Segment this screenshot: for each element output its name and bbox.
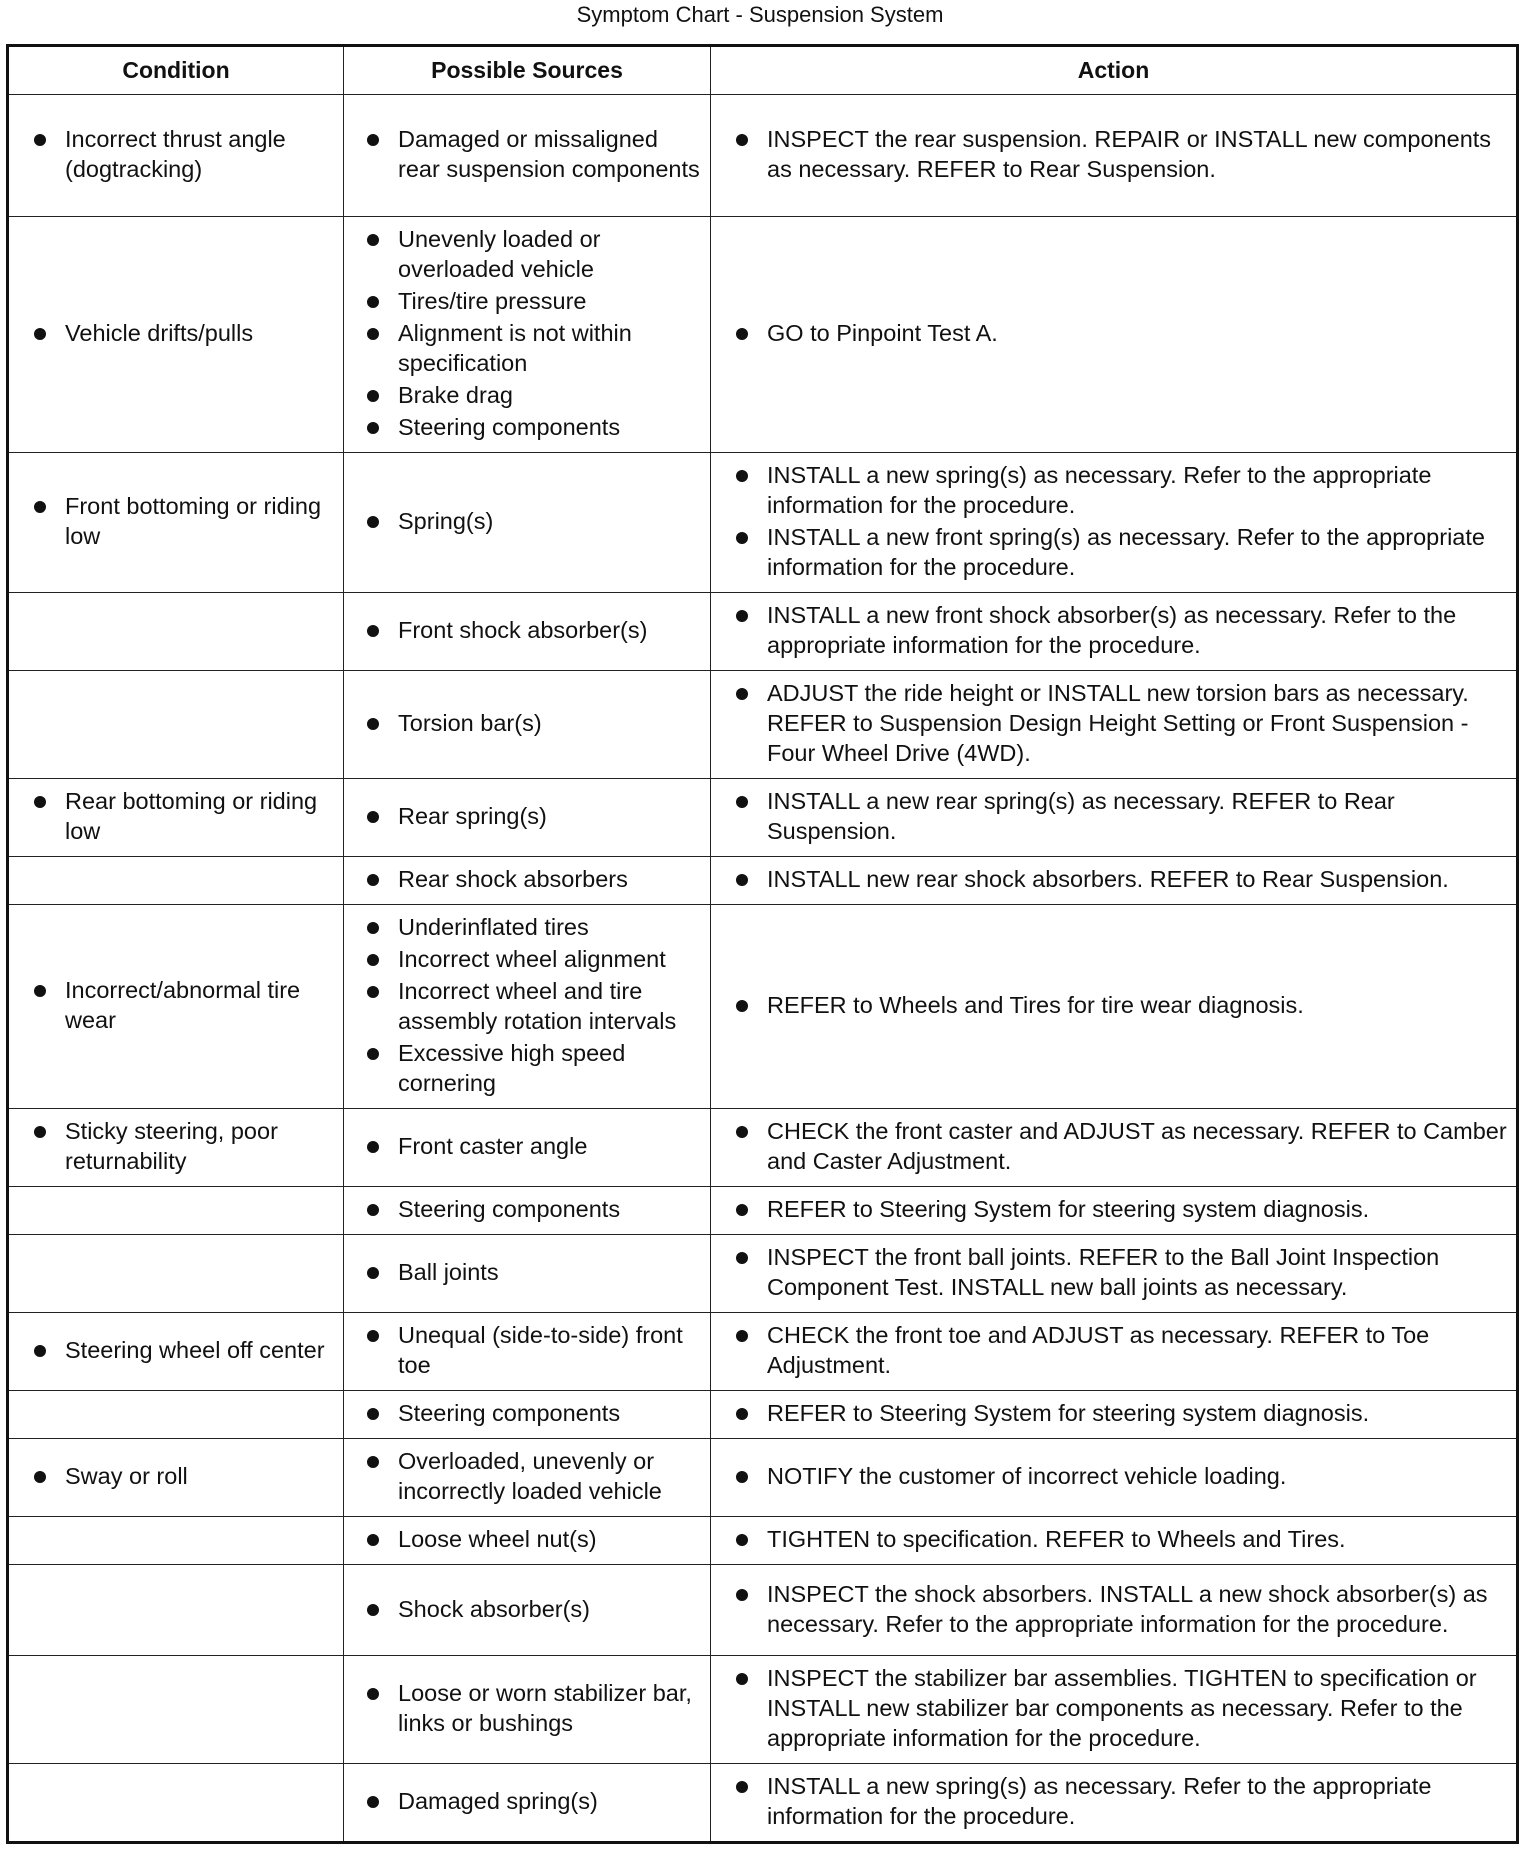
condition-item-list xyxy=(9,1454,343,1501)
condition-item: Rear bottoming or riding low xyxy=(31,786,335,846)
action-item-list xyxy=(711,117,1516,194)
table-row xyxy=(8,217,1518,453)
source-item-list xyxy=(344,1391,710,1438)
table-row xyxy=(8,1187,1518,1235)
sources-cell xyxy=(344,1391,711,1439)
condition-cell xyxy=(8,1187,344,1235)
sources-cell xyxy=(344,1187,711,1235)
action-item-list xyxy=(711,1517,1516,1564)
table-row xyxy=(8,671,1518,779)
source-item-list xyxy=(344,905,710,1108)
table-row xyxy=(8,453,1518,593)
action-cell xyxy=(711,593,1518,671)
condition-item: Incorrect/abnormal tire wear xyxy=(31,975,335,1035)
action-item: CHECK the front caster and ADJUST as necessary. REFER to Camber and Caster Adjustment. xyxy=(733,1116,1510,1176)
source-item-list xyxy=(344,499,710,546)
condition-item-list xyxy=(9,1109,343,1186)
source-item: Unevenly loaded or overloaded vehicle xyxy=(364,224,702,284)
action-cell xyxy=(711,453,1518,593)
action-item: INSTALL a new spring(s) as necessary. Refer to the appropriate information for the procedure. xyxy=(733,460,1510,520)
action-item: INSPECT the front ball joints. REFER to the Ball Joint Inspection Component Test. INSTALL new ball joints as necessary. xyxy=(733,1242,1510,1302)
condition-cell xyxy=(8,779,344,857)
source-item: Steering components xyxy=(364,1194,702,1224)
action-item: INSPECT the shock absorbers. INSTALL a new shock absorber(s) as necessary. Refer to the appropriate information for the procedure. xyxy=(733,1579,1510,1639)
action-item-list xyxy=(711,1454,1516,1501)
action-cell xyxy=(711,1565,1518,1656)
sources-cell xyxy=(344,1313,711,1391)
source-item: Loose or worn stabilizer bar, links or bushings xyxy=(364,1678,702,1738)
action-item-list xyxy=(711,1313,1516,1390)
symptom-chart-table xyxy=(6,44,1519,1844)
action-cell xyxy=(711,1764,1518,1843)
table-row xyxy=(8,857,1518,905)
table-row xyxy=(8,905,1518,1109)
action-item: INSTALL a new rear spring(s) as necessary. REFER to Rear Suspension. xyxy=(733,786,1510,846)
action-item-list xyxy=(711,1391,1516,1438)
condition-cell xyxy=(8,1439,344,1517)
action-cell xyxy=(711,95,1518,217)
source-item-list xyxy=(344,701,710,748)
header-action: Action xyxy=(711,46,1518,95)
action-item: ADJUST the ride height or INSTALL new torsion bars as necessary. REFER to Suspension Design Height Setting or Front Suspension - Four Wheel Drive (4WD). xyxy=(733,678,1510,768)
header-possible-sources: Possible Sources xyxy=(344,46,711,95)
source-item: Alignment is not within specification xyxy=(364,318,702,378)
source-item-list xyxy=(344,1439,710,1516)
condition-cell xyxy=(8,905,344,1109)
action-cell xyxy=(711,1313,1518,1391)
condition-item: Sway or roll xyxy=(31,1461,335,1491)
table-row xyxy=(8,779,1518,857)
action-item: GO to Pinpoint Test A. xyxy=(733,318,1510,348)
condition-item: Front bottoming or riding low xyxy=(31,491,335,551)
table-row xyxy=(8,1235,1518,1313)
source-item: Damaged spring(s) xyxy=(364,1786,702,1816)
source-item: Spring(s) xyxy=(364,506,702,536)
condition-item-list xyxy=(9,779,343,856)
action-item-list xyxy=(711,1235,1516,1312)
source-item: Unequal (side-to-side) front toe xyxy=(364,1320,702,1380)
table-row xyxy=(8,1764,1518,1843)
condition-item-list xyxy=(9,311,343,358)
source-item-list xyxy=(344,1517,710,1564)
action-cell xyxy=(711,1109,1518,1187)
source-item: Rear shock absorbers xyxy=(364,864,702,894)
condition-cell xyxy=(8,1656,344,1764)
condition-item-list xyxy=(9,968,343,1045)
source-item-list xyxy=(344,1250,710,1297)
source-item: Incorrect wheel and tire assembly rotation intervals xyxy=(364,976,702,1036)
action-item: REFER to Steering System for steering system diagnosis. xyxy=(733,1398,1510,1428)
sources-cell xyxy=(344,95,711,217)
sources-cell xyxy=(344,1439,711,1517)
source-item-list xyxy=(344,217,710,452)
action-item-list xyxy=(711,453,1516,592)
sources-cell xyxy=(344,1517,711,1565)
condition-cell xyxy=(8,453,344,593)
condition-cell xyxy=(8,1517,344,1565)
table-row xyxy=(8,95,1518,217)
action-item: REFER to Wheels and Tires for tire wear diagnosis. xyxy=(733,990,1510,1020)
sources-cell xyxy=(344,857,711,905)
action-cell xyxy=(711,671,1518,779)
sources-cell xyxy=(344,1109,711,1187)
source-item: Excessive high speed cornering xyxy=(364,1038,702,1098)
condition-cell xyxy=(8,1109,344,1187)
action-item-list xyxy=(711,1187,1516,1234)
action-item: INSTALL a new front shock absorber(s) as necessary. Refer to the appropriate information for the procedure. xyxy=(733,600,1510,660)
condition-cell xyxy=(8,857,344,905)
action-cell xyxy=(711,1517,1518,1565)
condition-item: Vehicle drifts/pulls xyxy=(31,318,335,348)
action-item-list xyxy=(711,593,1516,670)
chart-body xyxy=(8,95,1518,1843)
action-item-list xyxy=(711,1572,1516,1649)
source-item-list xyxy=(344,1671,710,1748)
sources-cell xyxy=(344,1565,711,1656)
condition-cell xyxy=(8,1764,344,1843)
source-item: Torsion bar(s) xyxy=(364,708,702,738)
source-item: Overloaded, unevenly or incorrectly loaded vehicle xyxy=(364,1446,702,1506)
table-row xyxy=(8,593,1518,671)
action-item-list xyxy=(711,671,1516,778)
action-item: REFER to Steering System for steering system diagnosis. xyxy=(733,1194,1510,1224)
source-item-list xyxy=(344,1587,710,1634)
action-cell xyxy=(711,1235,1518,1313)
condition-item-list xyxy=(9,1328,343,1375)
source-item: Incorrect wheel alignment xyxy=(364,944,702,974)
sources-cell xyxy=(344,453,711,593)
source-item: Rear spring(s) xyxy=(364,801,702,831)
source-item-list xyxy=(344,794,710,841)
action-item: INSTALL a new spring(s) as necessary. Refer to the appropriate information for the procedure. xyxy=(733,1771,1510,1831)
source-item: Underinflated tires xyxy=(364,912,702,942)
source-item: Front shock absorber(s) xyxy=(364,615,702,645)
source-item-list xyxy=(344,608,710,655)
action-item: INSTALL a new front spring(s) as necessary. Refer to the appropriate information for the procedure. xyxy=(733,522,1510,582)
source-item: Tires/tire pressure xyxy=(364,286,702,316)
action-cell xyxy=(711,1439,1518,1517)
source-item: Damaged or missaligned rear suspension components xyxy=(364,124,702,184)
action-cell xyxy=(711,217,1518,453)
condition-cell xyxy=(8,217,344,453)
condition-cell xyxy=(8,1391,344,1439)
table-row xyxy=(8,1565,1518,1656)
header-row xyxy=(8,46,1518,95)
source-item: Steering components xyxy=(364,1398,702,1428)
source-item: Brake drag xyxy=(364,380,702,410)
action-item-list xyxy=(711,779,1516,856)
sources-cell xyxy=(344,1656,711,1764)
action-item: INSTALL new rear shock absorbers. REFER to Rear Suspension. xyxy=(733,864,1510,894)
action-cell xyxy=(711,1656,1518,1764)
sources-cell xyxy=(344,593,711,671)
source-item-list xyxy=(344,1124,710,1171)
source-item-list xyxy=(344,857,710,904)
condition-item: Incorrect thrust angle (dogtracking) xyxy=(31,124,335,184)
sources-cell xyxy=(344,1764,711,1843)
source-item-list xyxy=(344,117,710,194)
action-item: CHECK the front toe and ADJUST as necessary. REFER to Toe Adjustment. xyxy=(733,1320,1510,1380)
action-item: INSPECT the rear suspension. REPAIR or INSTALL new components as necessary. REFER to Rear Suspension. xyxy=(733,124,1510,184)
action-item-list xyxy=(711,1109,1516,1186)
condition-cell xyxy=(8,593,344,671)
source-item: Loose wheel nut(s) xyxy=(364,1524,702,1554)
page-title: Symptom Chart - Suspension System xyxy=(576,2,944,27)
sources-cell xyxy=(344,671,711,779)
action-item-list xyxy=(711,311,1516,358)
action-item-list xyxy=(711,857,1516,904)
table-row xyxy=(8,1391,1518,1439)
condition-item: Steering wheel off center xyxy=(31,1335,335,1365)
action-item: INSPECT the stabilizer bar assemblies. TIGHTEN to specification or INSTALL new stabilizer bar components as necessary. Refer to the appropriate information for the procedure. xyxy=(733,1663,1510,1753)
table-row xyxy=(8,1109,1518,1187)
action-cell xyxy=(711,905,1518,1109)
condition-cell xyxy=(8,1235,344,1313)
header-condition: Condition xyxy=(8,46,344,95)
table-row xyxy=(8,1439,1518,1517)
sources-cell xyxy=(344,905,711,1109)
table-row xyxy=(8,1313,1518,1391)
action-item: TIGHTEN to specification. REFER to Wheels and Tires. xyxy=(733,1524,1510,1554)
condition-item: Sticky steering, poor returnability xyxy=(31,1116,335,1176)
table-row xyxy=(8,1517,1518,1565)
action-item-list xyxy=(711,1656,1516,1763)
sources-cell xyxy=(344,779,711,857)
action-cell xyxy=(711,779,1518,857)
source-item: Ball joints xyxy=(364,1257,702,1287)
source-item: Shock absorber(s) xyxy=(364,1594,702,1624)
condition-item-list xyxy=(9,117,343,194)
condition-cell xyxy=(8,1313,344,1391)
condition-cell xyxy=(8,95,344,217)
action-item-list xyxy=(711,1764,1516,1841)
sources-cell xyxy=(344,217,711,453)
source-item-list xyxy=(344,1187,710,1234)
action-item-list xyxy=(711,983,1516,1030)
action-cell xyxy=(711,1187,1518,1235)
source-item-list xyxy=(344,1779,710,1826)
action-cell xyxy=(711,1391,1518,1439)
source-item: Front caster angle xyxy=(364,1131,702,1161)
condition-cell xyxy=(8,1565,344,1656)
condition-item-list xyxy=(9,484,343,561)
sources-cell xyxy=(344,1235,711,1313)
condition-cell xyxy=(8,671,344,779)
action-cell xyxy=(711,857,1518,905)
source-item: Steering components xyxy=(364,412,702,442)
table-row xyxy=(8,1656,1518,1764)
source-item-list xyxy=(344,1313,710,1390)
action-item: NOTIFY the customer of incorrect vehicle loading. xyxy=(733,1461,1510,1491)
